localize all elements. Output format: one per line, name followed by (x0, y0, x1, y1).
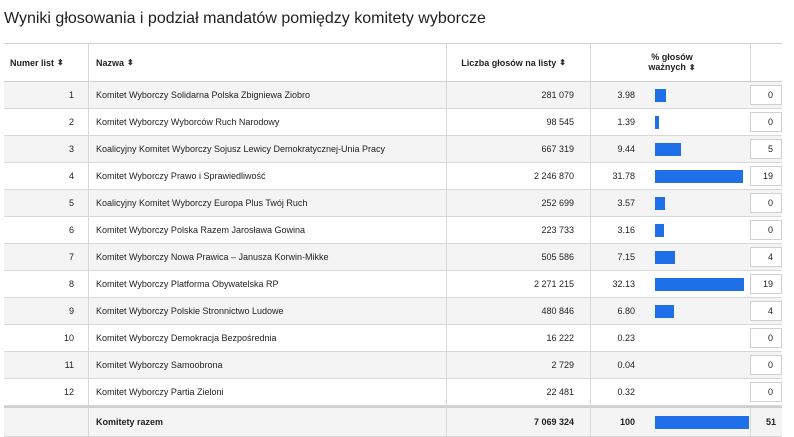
cell-votes: 98 545 (546, 117, 574, 127)
footer-pct: 100 (619, 417, 635, 427)
cell-bar (655, 190, 751, 216)
sort-icon: ⬍ (688, 63, 696, 72)
table-row (4, 325, 782, 352)
cell-pct: 3.57 (617, 198, 635, 208)
cell-pct: 3.98 (617, 90, 635, 100)
table-row (4, 163, 782, 190)
header-votes[interactable]: Liczba głosów na listy ⬍ (461, 57, 566, 68)
cell-votes: 16 222 (546, 333, 574, 343)
cell-pct: 0.23 (617, 333, 635, 343)
table-row (4, 244, 782, 271)
cell-name: Komitet Wyborczy Demokracja Bezpośrednia (96, 333, 277, 343)
cell-mandates: 0 (750, 355, 782, 375)
pct-bar (655, 170, 743, 183)
cell-votes: 2 729 (551, 360, 574, 370)
header-pct[interactable]: % głosów ważnych ⬍ (648, 52, 696, 72)
cell-bar (655, 217, 751, 243)
cell-bar (655, 82, 751, 108)
footer-votes: 7 069 324 (533, 417, 574, 427)
table-header (4, 43, 782, 82)
cell-mandates: 19 (750, 166, 782, 186)
cell-mandates: 0 (750, 220, 782, 240)
cell-votes: 223 733 (541, 225, 574, 235)
cell-pct: 31.78 (612, 171, 635, 181)
cell-votes: 505 586 (541, 252, 574, 262)
pct-bar (655, 251, 675, 264)
table-row (4, 352, 782, 379)
cell-name: Komitet Wyborczy Platforma Obywatelska RP (96, 279, 279, 289)
pct-bar (655, 224, 664, 237)
cell-votes: 480 846 (541, 306, 574, 316)
cell-num: 1 (68, 90, 74, 100)
footer-bar-cell (655, 408, 751, 436)
header-name[interactable]: Nazwa ⬍ (96, 57, 134, 68)
cell-num: 6 (68, 225, 74, 235)
cell-mandates: 0 (750, 112, 782, 132)
table-row (4, 298, 782, 325)
cell-pct: 0.32 (617, 387, 635, 397)
cell-votes: 22 481 (546, 387, 574, 397)
cell-num: 9 (68, 306, 74, 316)
cell-votes: 667 319 (541, 144, 574, 154)
cell-pct: 32.13 (612, 279, 635, 289)
cell-name: Koalicyjny Komitet Wyborczy Sojusz Lewicy Demokratycznej-Unia Pracy (96, 144, 386, 154)
footer-pct-bar (655, 416, 749, 429)
cell-bar (655, 298, 751, 324)
footer-mandates: 51 (765, 417, 776, 427)
cell-mandates: 0 (750, 193, 782, 213)
cell-bar (655, 379, 751, 405)
cell-num: 2 (68, 117, 74, 127)
cell-bar (655, 325, 751, 351)
table-row (4, 271, 782, 298)
cell-mandates: 5 (750, 139, 782, 159)
table-footer (4, 406, 782, 437)
cell-num: 4 (68, 171, 74, 181)
pct-bar (655, 143, 681, 156)
cell-votes: 252 699 (541, 198, 574, 208)
cell-pct: 7.15 (617, 252, 635, 262)
table-row (4, 136, 782, 163)
cell-name: Komitet Wyborczy Wyborców Ruch Narodowy (96, 117, 280, 127)
table-row (4, 82, 782, 109)
cell-mandates: 4 (750, 247, 782, 267)
cell-pct: 6.80 (617, 306, 635, 316)
pct-bar (655, 116, 659, 129)
cell-name: Komitet Wyborczy Samoobrona (96, 360, 223, 370)
pct-bar (655, 197, 665, 210)
cell-bar (655, 163, 751, 189)
cell-bar (655, 109, 751, 135)
sort-icon: ⬍ (127, 58, 134, 67)
cell-num: 8 (68, 279, 74, 289)
cell-mandates: 19 (750, 274, 782, 294)
cell-name: Komitet Wyborczy Solidarna Polska Zbigniewa Ziobro (96, 90, 311, 100)
pct-bar (655, 278, 744, 291)
cell-bar (655, 244, 751, 270)
cell-num: 5 (68, 198, 74, 208)
cell-mandates: 0 (750, 85, 782, 105)
cell-mandates: 0 (750, 382, 782, 402)
cell-pct: 0.04 (617, 360, 635, 370)
table-row (4, 217, 782, 244)
header-num[interactable]: Numer list ⬍ (10, 57, 64, 68)
cell-bar (655, 352, 751, 378)
cell-bar (655, 136, 751, 162)
cell-num: 7 (68, 252, 74, 262)
cell-name: Komitet Wyborczy Prawo i Sprawiedliwość (96, 171, 266, 181)
results-table (4, 43, 782, 437)
cell-name: Komitet Wyborczy Polska Razem Jarosława Gowina (96, 225, 305, 235)
pct-bar (655, 305, 674, 318)
page-title: Wyniki głosowania i podział mandatów pomiędzy komitety wyborcze (4, 10, 486, 27)
cell-name: Komitet Wyborczy Nowa Prawica – Janusza Korwin-Mikke (96, 252, 329, 262)
cell-num: 11 (64, 360, 74, 370)
footer-label: Komitety razem (96, 417, 164, 427)
table-row (4, 190, 782, 217)
cell-name: Koalicyjny Komitet Wyborczy Europa Plus Twój Ruch (96, 198, 308, 208)
cell-num: 12 (63, 387, 74, 397)
cell-pct: 9.44 (617, 144, 635, 154)
table-row (4, 379, 782, 406)
table-row (4, 109, 782, 136)
cell-votes: 281 079 (541, 90, 574, 100)
cell-votes: 2 246 870 (533, 171, 574, 181)
cell-name: Komitet Wyborczy Partia Zieloni (96, 387, 224, 397)
cell-votes: 2 271 215 (533, 279, 574, 289)
cell-pct: 3.16 (617, 225, 635, 235)
cell-pct: 1.39 (617, 117, 635, 127)
pct-bar (655, 89, 666, 102)
cell-num: 3 (68, 144, 74, 154)
table-body (4, 82, 782, 406)
cell-name: Komitet Wyborczy Polskie Stronnictwo Ludowe (96, 306, 284, 316)
cell-bar (655, 271, 751, 297)
sort-icon: ⬍ (559, 58, 566, 67)
cell-num: 10 (63, 333, 74, 343)
sort-icon: ⬍ (57, 58, 64, 67)
cell-mandates: 4 (750, 301, 782, 321)
cell-mandates: 0 (750, 328, 782, 348)
